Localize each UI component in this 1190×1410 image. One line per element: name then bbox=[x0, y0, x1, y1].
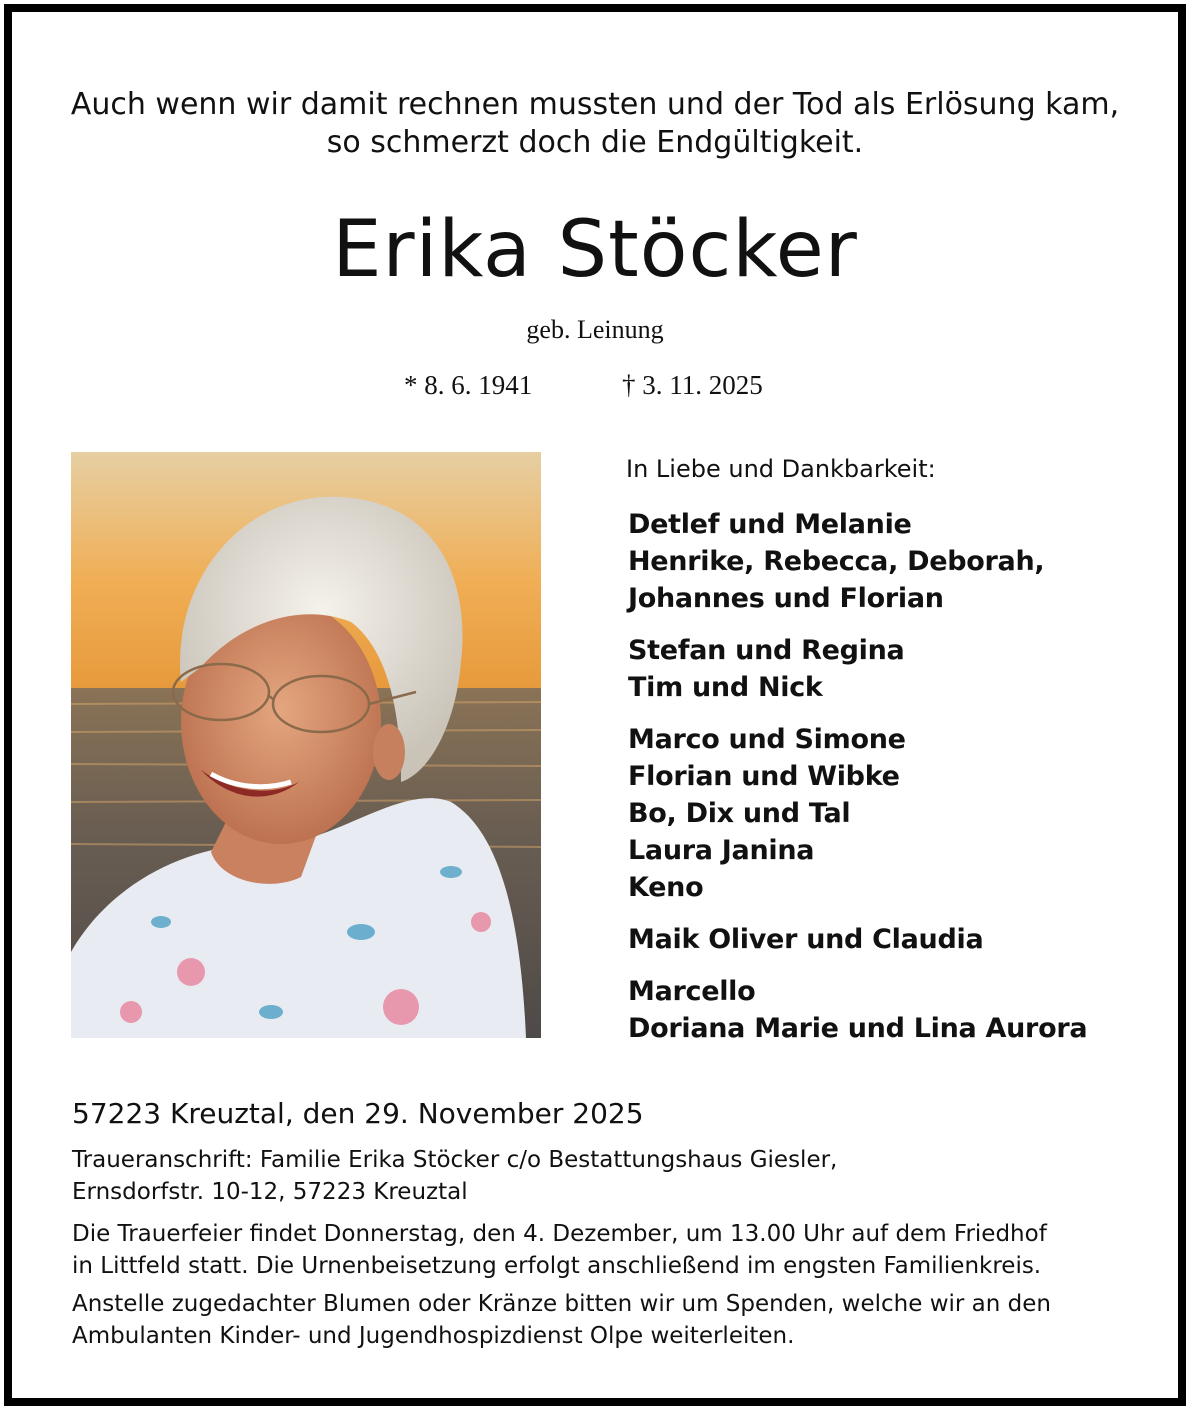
motto-line: Auch wenn wir damit rechnen mussten und der Tod als Erlösung kam, bbox=[70, 87, 1120, 122]
family-member: Maik Oliver und Claudia bbox=[628, 924, 984, 955]
family-group bbox=[628, 632, 1168, 706]
donation-line: Ambulanten Kinder- und Jugendhospizdienst Olpe weiterleiten. bbox=[72, 1323, 795, 1349]
family-member: Marco und Simone bbox=[628, 724, 906, 755]
donation-note bbox=[72, 1288, 1051, 1352]
family-member: Doriana Marie und Lina Aurora bbox=[628, 1013, 1088, 1044]
address-line: Ernsdorfstr. 10-12, 57223 Kreuztal bbox=[72, 1179, 468, 1205]
family-list bbox=[628, 506, 1168, 1062]
family-member: Laura Janina bbox=[628, 835, 815, 866]
death-date: † 3. 11. 2025 bbox=[622, 370, 763, 400]
thanks-line: In Liebe und Dankbarkeit: bbox=[626, 455, 936, 483]
birth-name: geb. Leinung bbox=[526, 315, 664, 344]
ceremony-info bbox=[72, 1218, 1047, 1282]
deceased-name: Erika Stöcker bbox=[332, 205, 858, 295]
birth-date: * 8. 6. 1941 bbox=[404, 370, 533, 400]
family-group bbox=[628, 721, 1168, 906]
obituary-notice bbox=[4, 4, 1186, 1406]
family-member: Bo, Dix und Tal bbox=[628, 798, 851, 829]
family-member: Tim und Nick bbox=[628, 672, 823, 703]
family-member: Johannes und Florian bbox=[628, 583, 944, 614]
family-group bbox=[628, 973, 1168, 1047]
family-member: Detlef und Melanie bbox=[628, 509, 912, 540]
portrait-photo bbox=[71, 452, 541, 1038]
place-date: 57223 Kreuztal, den 29. November 2025 bbox=[72, 1097, 644, 1130]
family-member: Keno bbox=[628, 872, 704, 903]
family-member: Stefan und Regina bbox=[628, 635, 905, 666]
ceremony-line: Die Trauerfeier findet Donnerstag, den 4. Dezember, um 13.00 Uhr auf dem Friedhof bbox=[72, 1221, 1047, 1247]
family-group bbox=[628, 921, 1168, 958]
mourning-address bbox=[72, 1144, 837, 1208]
family-member: Henrike, Rebecca, Deborah, bbox=[628, 546, 1045, 577]
motto bbox=[12, 86, 1178, 162]
donation-line: Anstelle zugedachter Blumen oder Kränze bitten wir um Spenden, welche wir an den bbox=[72, 1291, 1051, 1317]
family-member: Marcello bbox=[628, 976, 756, 1007]
family-member: Florian und Wibke bbox=[628, 761, 900, 792]
address-line: Traueranschrift: Familie Erika Stöcker c/o Bestattungshaus Giesler, bbox=[72, 1147, 838, 1173]
ceremony-line: in Littfeld statt. Die Urnenbeisetzung erfolgt anschließend im engsten Familienkreis. bbox=[72, 1253, 1042, 1279]
family-group bbox=[628, 506, 1168, 617]
motto-line: so schmerzt doch die Endgültigkeit. bbox=[326, 125, 864, 160]
